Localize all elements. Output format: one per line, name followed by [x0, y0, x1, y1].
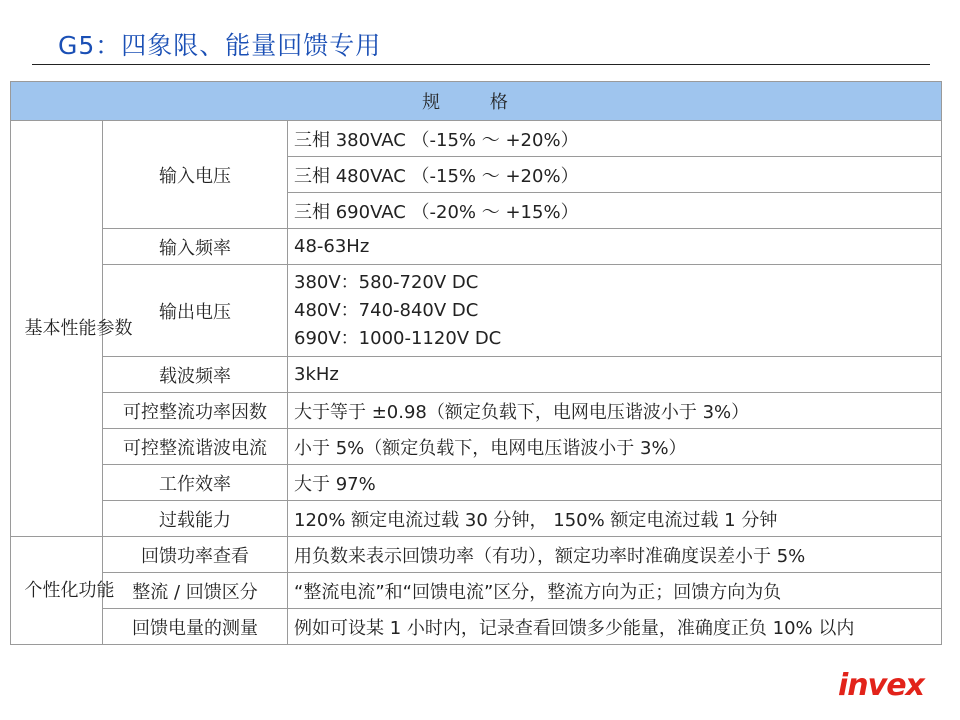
category-basic	[11, 121, 133, 537]
param-value: “整流电流”和“回馈电流”区分，整流方向为正；回馈方向为负	[288, 573, 942, 609]
param-name: 载波频率	[103, 357, 288, 393]
table-row	[11, 609, 942, 645]
invex-logo	[836, 664, 946, 704]
param-value: 3kHz	[288, 357, 942, 393]
table-row	[11, 501, 942, 537]
table-row	[11, 357, 942, 393]
output-voltage-line: 690V：1000-1120V DC	[294, 327, 502, 349]
param-name: 输入频率	[103, 229, 288, 265]
table-row	[11, 229, 942, 265]
param-value: 例如可设某 1 小时内，记录查看回馈多少能量，准确度正负 10% 以内	[288, 609, 942, 645]
table-header: 规 格	[11, 82, 942, 121]
param-value	[288, 265, 942, 357]
table-row	[11, 465, 942, 501]
category-label: 个性化功能	[24, 579, 115, 601]
param-name: 可控整流谐波电流	[103, 429, 288, 465]
param-value: 48-63Hz	[288, 229, 942, 265]
param-value: 大于等于 ±0.98（额定负载下，电网电压谐波小于 3%）	[288, 393, 942, 429]
param-value: 三相 690VAC （-20% ～ +15%）	[288, 193, 942, 229]
param-value: 三相 380VAC （-15% ～ +20%）	[288, 121, 942, 157]
table-row	[11, 429, 942, 465]
title-divider	[32, 64, 930, 65]
table-header-row	[11, 82, 942, 121]
param-name: 工作效率	[103, 465, 288, 501]
param-name: 输出电压	[103, 265, 288, 357]
param-value: 大于 97%	[288, 465, 942, 501]
output-voltage-line: 380V：580-720V DC	[294, 271, 479, 293]
param-value: 三相 480VAC （-15% ～ +20%）	[288, 157, 942, 193]
param-name: 过载能力	[103, 501, 288, 537]
param-value: 小于 5%（额定负载下，电网电压谐波小于 3%）	[288, 429, 942, 465]
param-value: 120% 额定电流过载 30 分钟， 150% 额定电流过载 1 分钟	[288, 501, 942, 537]
table-row	[11, 393, 942, 429]
param-name: 回馈功率查看	[103, 537, 288, 573]
table-row	[11, 537, 942, 573]
logo-text: invex	[838, 668, 924, 703]
page-title: G5：四象限、能量回馈专用	[58, 31, 382, 60]
table-row	[11, 265, 942, 357]
param-name: 输入电压	[103, 121, 288, 229]
output-voltage-line: 480V：740-840V DC	[294, 299, 479, 321]
category-custom	[11, 537, 115, 645]
param-name: 整流 / 回馈区分	[103, 573, 288, 609]
param-value: 用负数来表示回馈功率（有功），额定功率时准确度误差小于 5%	[288, 537, 942, 573]
param-name: 可控整流功率因数	[103, 393, 288, 429]
spec-table	[10, 81, 942, 645]
table-row	[11, 121, 942, 157]
param-name: 回馈电量的测量	[103, 609, 288, 645]
table-row	[11, 573, 942, 609]
category-label: 基本性能参数	[24, 317, 133, 339]
